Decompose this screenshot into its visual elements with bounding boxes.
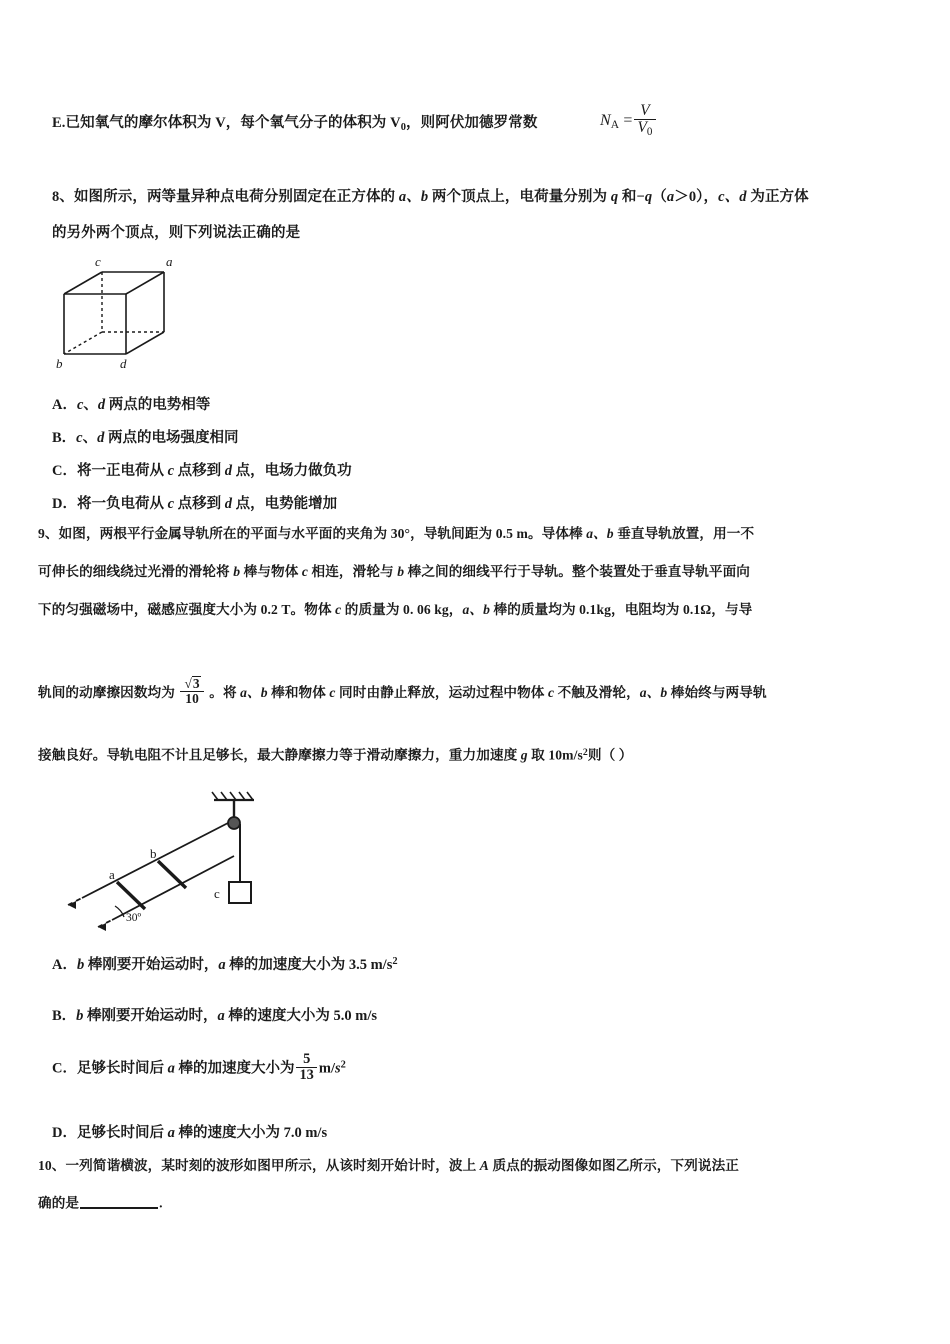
q8-option-A-text: 两点的电势相等 (105, 397, 211, 413)
formula-lhs: N (600, 111, 611, 129)
q8-option-B[interactable]: B．c、d 两点的电场强度相同 (52, 430, 239, 446)
option-E-subscript: 0 (400, 121, 407, 133)
q9-option-D-key: D． (52, 1125, 77, 1141)
answer-blank[interactable] (80, 1196, 158, 1209)
option-E-text: E.已知氧气的摩尔体积为 V，每个氧气分子的体积为 V (52, 115, 401, 131)
formula-numerator: V (640, 102, 650, 119)
q8-option-A[interactable]: A．c、d 两点的电势相等 (52, 397, 211, 413)
formula-fraction (634, 103, 655, 138)
cube-label-d: d (120, 356, 127, 370)
option-E-text-after: ，则阿伏加德罗常数 (406, 115, 538, 131)
q8-stem-q2: q (644, 189, 653, 205)
q8-option-D-text: 点，电势能增加 (232, 496, 338, 512)
q8-option-B-text: 两点的电场强度相同 (104, 430, 239, 446)
q8-option-B-key: B． (52, 430, 77, 446)
option-E-line (52, 116, 537, 133)
q9-option-B-text: 棒的速度大小为 5.0 m/s (224, 1008, 378, 1024)
question-9-stem-line-2: 可伸长的细线绕过光滑的滑轮将 b 棒与物体 c 相连，滑轮与 b 棒之间的细线平行于导轨。整个装置处于垂直导轨平面向 (38, 564, 750, 579)
question-8-stem-line-2: 的另外两个顶点，则下列说法正确的是 (52, 225, 301, 241)
friction-denominator: 10 (180, 691, 203, 706)
q9-C-unit-exponent: 2 (340, 1059, 346, 1071)
question-10-stem-line-2: 确的是 . (38, 1195, 163, 1211)
question-8-stem-line-1 (52, 190, 809, 205)
q9-C-unit-m: m (318, 1060, 331, 1077)
rail-label-b: b (150, 846, 157, 861)
q8-stem-part-g: （ (652, 189, 667, 205)
q8-option-C[interactable]: C．将一正电荷从 c 点移到 d 点，电场力做负功 (52, 463, 352, 479)
q9-option-A[interactable]: A．b 棒刚要开始运动时，a 棒的加速度大小为 3.5 $m/s^2$ (52, 956, 398, 973)
question-9-stem-line-1: 9、如图，两根平行金属导轨所在的平面与水平面的夹角为 30°，导轨间距为 0.5 m。导体棒 a、b 垂直导轨放置，用一不 (38, 526, 755, 541)
cube-diagram (56, 250, 196, 370)
q9-C-numerator: 5 (303, 1051, 311, 1067)
q9-option-C[interactable]: C．足够长时间后 a 棒的加速度大小为 $\frac{5}{13}$ $m/s^2$ (52, 1051, 346, 1083)
question-9-stem-line-5: 接触良好。导轨电阻不计且足够长，最大静摩擦力等于滑动摩擦力，重力加速度 g 取 $10m/s^2$则（ ） (38, 747, 633, 763)
q9-option-C-fraction (296, 1052, 316, 1082)
question-9-stem-line-4: 轨间的动摩擦因数均为 $\frac{√3}{10}$ 。将 a、b 棒和物体 c 同时由静止释放，运动过程中物体 c 不触及滑轮，a、b 棒始终与两导轨 (38, 676, 767, 706)
cube-label-b: b (56, 356, 63, 370)
formula-equals: = (623, 111, 633, 129)
q9-C-denominator: 13 (296, 1067, 316, 1083)
q9-option-D[interactable]: D．足够长时间后 a 棒的速度大小为 7.0 m/s (52, 1125, 328, 1141)
friction-coefficient-fraction (180, 676, 203, 705)
q9-option-D-text: 棒的速度大小为 7.0 m/s (174, 1125, 328, 1141)
q8-stem-ab: a、b (398, 189, 429, 205)
q9-C-unit-s: s (335, 1060, 341, 1077)
q9-C-unit-slash: / (330, 1060, 335, 1077)
q9-option-B-key: B． (52, 1008, 77, 1024)
q8-option-D[interactable]: D．将一负电荷从 c 点移到 d 点，电势能增加 (52, 496, 338, 512)
q9-option-C-text: 棒的加速度大小为 (174, 1060, 295, 1077)
q8-stem-a-var: a (666, 189, 675, 205)
cube-label-c: c (95, 254, 101, 269)
inclined-rails-diagram (62, 786, 292, 931)
formula-denominator: $V_0$ (634, 119, 655, 138)
question-10-stem-line-1: 10、一列简谐横波，某时刻的波形如图甲所示，从该时刻开始计时，波上 A 质点的振动图像如图乙所示，下列说法正 (38, 1158, 739, 1173)
q8-stem-part-a: 8、如图所示，两等量异种点电荷分别固定在正方体的 (52, 189, 399, 205)
q8-stem-part-c: 两个顶点上，电荷量分别为 (428, 189, 611, 205)
q8-option-C-text: 点，电场力做负功 (232, 463, 352, 479)
block-label-c: c (214, 886, 220, 901)
q8-stem-q1: q (610, 189, 619, 205)
rail-label-a: a (109, 867, 115, 882)
incline-angle-label: 30º (126, 912, 142, 924)
q9-option-B[interactable]: B．b 棒刚要开始运动时，a 棒的速度大小为 5.0 m/s (52, 1008, 378, 1024)
formula-lhs-subscript: A (610, 119, 620, 132)
friction-numerator: √3 (184, 676, 200, 691)
q9-option-A-text: 棒的加速度大小为 3.5 m/s (225, 957, 393, 973)
question-9-stem-line-3: 下的匀强磁场中，磁感应强度大小为 0.2 T。物体 c 的质量为 0. 06 kg，a、b 棒的质量均为 0.1kg，电阻均为 0.1Ω，与导 (38, 602, 753, 617)
q8-stem-part-e: 和− (618, 189, 645, 205)
q8-stem-cd: c、d (718, 189, 747, 205)
q8-stem-part-k: 为正方体 (746, 189, 809, 205)
q8-option-D-key: D． (52, 496, 77, 512)
q8-option-C-key: C． (52, 463, 77, 479)
q9-option-C-key: C． (52, 1060, 77, 1077)
q8-stem-part-i: ＞0）， (674, 189, 719, 205)
q9-option-A-key: A． (52, 957, 77, 973)
avogadro-formula (600, 103, 658, 138)
q8-option-A-key: A． (52, 397, 77, 413)
cube-label-a: a (166, 254, 173, 269)
